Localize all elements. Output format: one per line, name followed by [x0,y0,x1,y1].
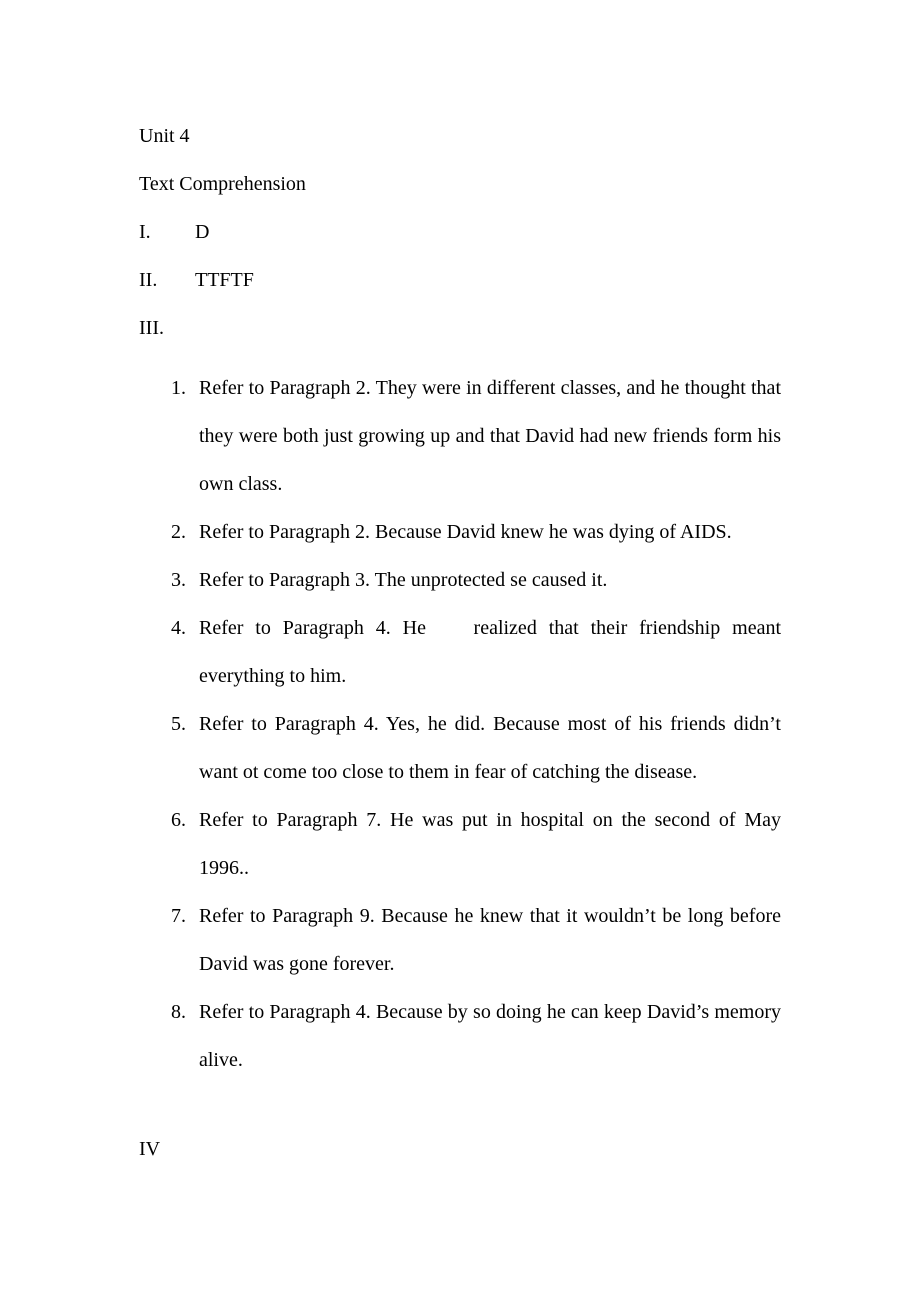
part-1-row [139,220,209,244]
question-answer: Refer to Paragraph 7. He was put in hospital on the second of May 1996.. [199,809,781,879]
part-2-label: II. [139,269,158,291]
question-answer: Refer to Paragraph 4. Because by so doing he can keep David’s memory alive. [199,1001,781,1071]
question-item [139,988,781,1084]
question-item [139,796,781,892]
question-number: 2. [171,521,186,543]
question-number: 6. [171,809,186,831]
question-item [139,508,781,556]
question-answer: Refer to Paragraph 2. Because David knew he was dying of AIDS. [199,521,732,543]
part-2-row [139,268,254,292]
question-answer: Refer to Paragraph 4. He realized that their friendship meant everything to him. [199,617,781,687]
question-number: 8. [171,1001,186,1023]
question-answer: Refer to Paragraph 4. Yes, he did. Because most of his friends didn’t want ot come too close to them in fear of catching the disease. [199,713,781,783]
question-item [139,700,781,796]
question-number: 3. [171,569,186,591]
question-number: 1. [171,377,186,399]
question-list [139,364,781,1084]
question-item [139,556,781,604]
part-2-answer: TTFTF [195,269,254,291]
part-3-label: III. [139,317,164,339]
question-answer: Refer to Paragraph 9. Because he knew that it wouldn’t be long before David was gone forever. [199,905,781,975]
question-item [139,604,781,700]
part-1-answer: D [195,221,210,243]
question-item [139,364,781,508]
question-number: 4. [171,617,186,639]
question-answer: Refer to Paragraph 3. The unprotected se caused it. [199,569,608,591]
question-item [139,892,781,988]
unit-title: Unit 4 [139,125,190,147]
question-answer: Refer to Paragraph 2. They were in different classes, and he thought that they were both just growing up and that David had new friends form his own class. [199,377,781,495]
question-number: 7. [171,905,186,927]
part-4-label: IV [139,1138,161,1160]
section-title: Text Comprehension [139,173,306,195]
part-1-label: I. [139,221,151,243]
question-number: 5. [171,713,186,735]
